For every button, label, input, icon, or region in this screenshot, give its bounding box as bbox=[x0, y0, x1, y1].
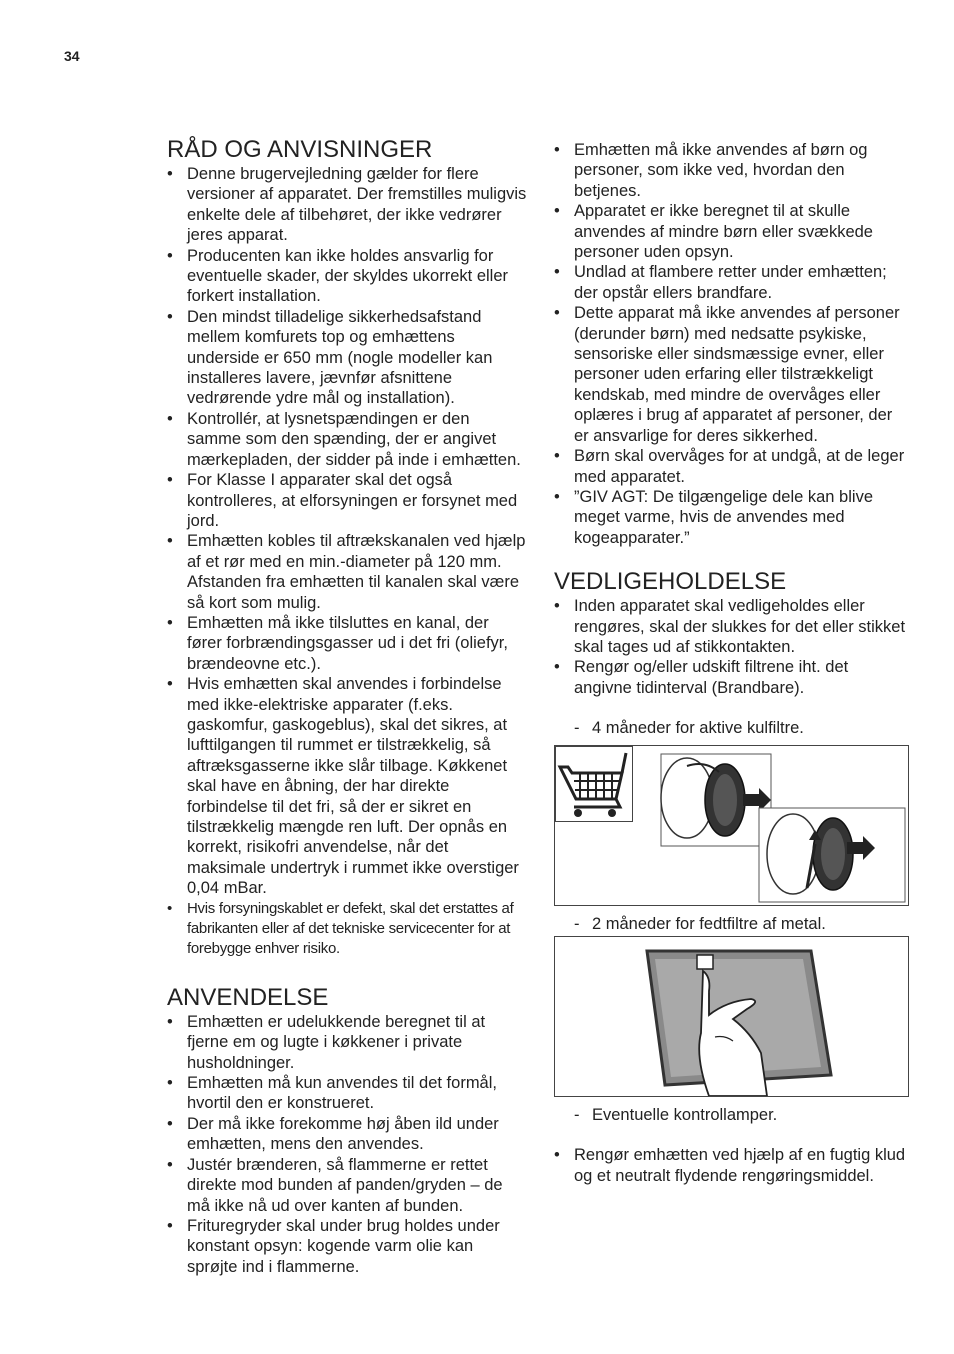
list-item: • ”GIV AGT: De tilgængelige dele kan blive meget varme, hvis de anvendes med kogeapparater.” bbox=[554, 487, 910, 548]
safety-list bbox=[554, 140, 910, 548]
heading-anvendelse: ANVENDELSE bbox=[167, 983, 329, 1011]
list-item: • Den mindst tilladelige sikkerhedsafstand mellem komfurets top og emhættens underside er 650 mm (nogle modeller kan installeres lavere, jævnfør afsnittene vedrørende ydre mål og installation). bbox=[167, 307, 527, 409]
rad-list bbox=[167, 164, 527, 960]
list-item: • Kontrollér, at lysnetspændingen er den samme som den spænding, der er angivet mærkepladen, der sidder på inde i emhætten. bbox=[167, 409, 527, 470]
list-item: • Frituregryder skal under brug holdes under konstant opsyn: kogende varm olie kan sprøjte ind i flammerne. bbox=[167, 1216, 527, 1277]
list-item: • Hvis forsyningskablet er defekt, skal det erstattes af fabrikanten eller af det tekniske servicecenter for at forebygge enhver risiko. bbox=[167, 899, 527, 960]
list-item: • Dette apparat må ikke anvendes af personer (derunder børn) med nedsatte psykiske, sensoriske eller sindsmæssige evner, eller personer uden erfaring eller tilstrækkeligt kendskab, med mindre de overvåges eller oplæres i brug af apparatet af personer, der er ansvarlige for deres sikkerhed. bbox=[554, 303, 910, 446]
dash-item-carbon: - 4 måneder for aktive kulfiltre. bbox=[554, 718, 910, 738]
list-item: • Denne brugervejledning gælder for flere versioner af apparatet. Der fremstilles muligvis enkelte dele af tilbehøret, der ikke vedrører jeres apparat. bbox=[167, 164, 527, 246]
dash-item-metal: - 2 måneder for fedtfiltre af metal. bbox=[554, 914, 910, 934]
list-item: • Emhætten kobles til aftrækskanalen ved hjælp af et rør med en min.-diameter på 120 mm. Afstanden fra emhætten til kanalen skal være så kort som mulig. bbox=[167, 531, 527, 613]
shopping-cart-icon bbox=[555, 746, 633, 822]
list-item: • Emhætten må ikke anvendes af børn og personer, som ikke ved, hvordan den betjenes. bbox=[554, 140, 910, 201]
metal-filter-figure bbox=[554, 936, 909, 1097]
dash-item-lamps: - Eventuelle kontrollamper. bbox=[554, 1105, 910, 1125]
list-item: • Hvis emhætten skal anvendes i forbindelse med ikke-elektriske apparater (f.eks. gaskomfur, gaskogeblus), skal det sikres, at lufttilgangen til rummet er tilstrækkelig, så aftræksgasserne ikke slår tilbage. Køkkenet skal have en åbning, der har direkte forbindelse til det fri, så der er sikret en tilstrækkelig mængde ren luft. Der opnås en korrekt, risikofri anvendelse, når det maksimale undertryk i rummet ikke overstiger 0,04 mBar. bbox=[167, 674, 527, 898]
left-column bbox=[167, 136, 527, 1277]
list-item: • Rengør emhætten ved hjælp af en fugtig klud og et neutralt flydende rengøringsmiddel. bbox=[554, 1145, 910, 1186]
list-item: • Apparatet er ikke beregnet til at skulle anvendes af mindre børn eller svækkede personer uden opsyn. bbox=[554, 201, 910, 262]
anvendelse-list bbox=[167, 1012, 527, 1277]
heading-vedligeholdelse: VEDLIGEHOLDELSE bbox=[554, 568, 787, 596]
list-item: • Justér brænderen, så flammerne er rettet direkte mod bunden af panden/gryden – de må ikke nå ud over kanten af bunden. bbox=[167, 1155, 527, 1216]
list-item: • Producenten kan ikke holdes ansvarlig for eventuelle skader, der skyldes ukorrekt eller forkert installation. bbox=[167, 246, 527, 307]
list-item: • Emhætten er udelukkende beregnet til at fjerne em og lugte i køkkener i private husholdninger. bbox=[167, 1012, 527, 1073]
right-column bbox=[554, 140, 910, 1186]
list-item: • Rengør og/eller udskift filtrene iht. det angivne tidinterval (Brandbare). bbox=[554, 657, 910, 698]
list-item: • Inden apparatet skal vedligeholdes eller rengøres, skal der slukkes for det eller stikket skal tages ud af stikkontakten. bbox=[554, 596, 910, 657]
page-number: 34 bbox=[64, 48, 80, 64]
list-item: • Emhætten må ikke tilsluttes en kanal, der fører forbrændingsgasser ud i det fri (oliefyr, brændeovne etc.). bbox=[167, 613, 527, 674]
list-item: • For Klasse I apparater skal det også kontrolleres, at elforsyningen er forsynet med jord. bbox=[167, 470, 527, 531]
list-item: • Emhætten må kun anvendes til det formål, hvortil den er konstrueret. bbox=[167, 1073, 527, 1114]
vedligeholdelse-list bbox=[554, 596, 910, 698]
heading-rad-og-anvisninger: RÅD OG ANVISNINGER bbox=[167, 136, 433, 163]
list-item: • Der må ikke forekomme høj åben ild under emhætten, mens den anvendes. bbox=[167, 1114, 527, 1155]
list-item: • Børn skal overvåges for at undgå, at de leger med apparatet. bbox=[554, 446, 910, 487]
carbon-filter-figure bbox=[554, 745, 909, 906]
list-item: • Undlad at flambere retter under emhætten; der opstår ellers brandfare. bbox=[554, 262, 910, 303]
carbon-filter-illustration bbox=[647, 748, 907, 904]
grease-filter-illustration bbox=[555, 937, 908, 1096]
cleaning-list bbox=[554, 1145, 910, 1186]
